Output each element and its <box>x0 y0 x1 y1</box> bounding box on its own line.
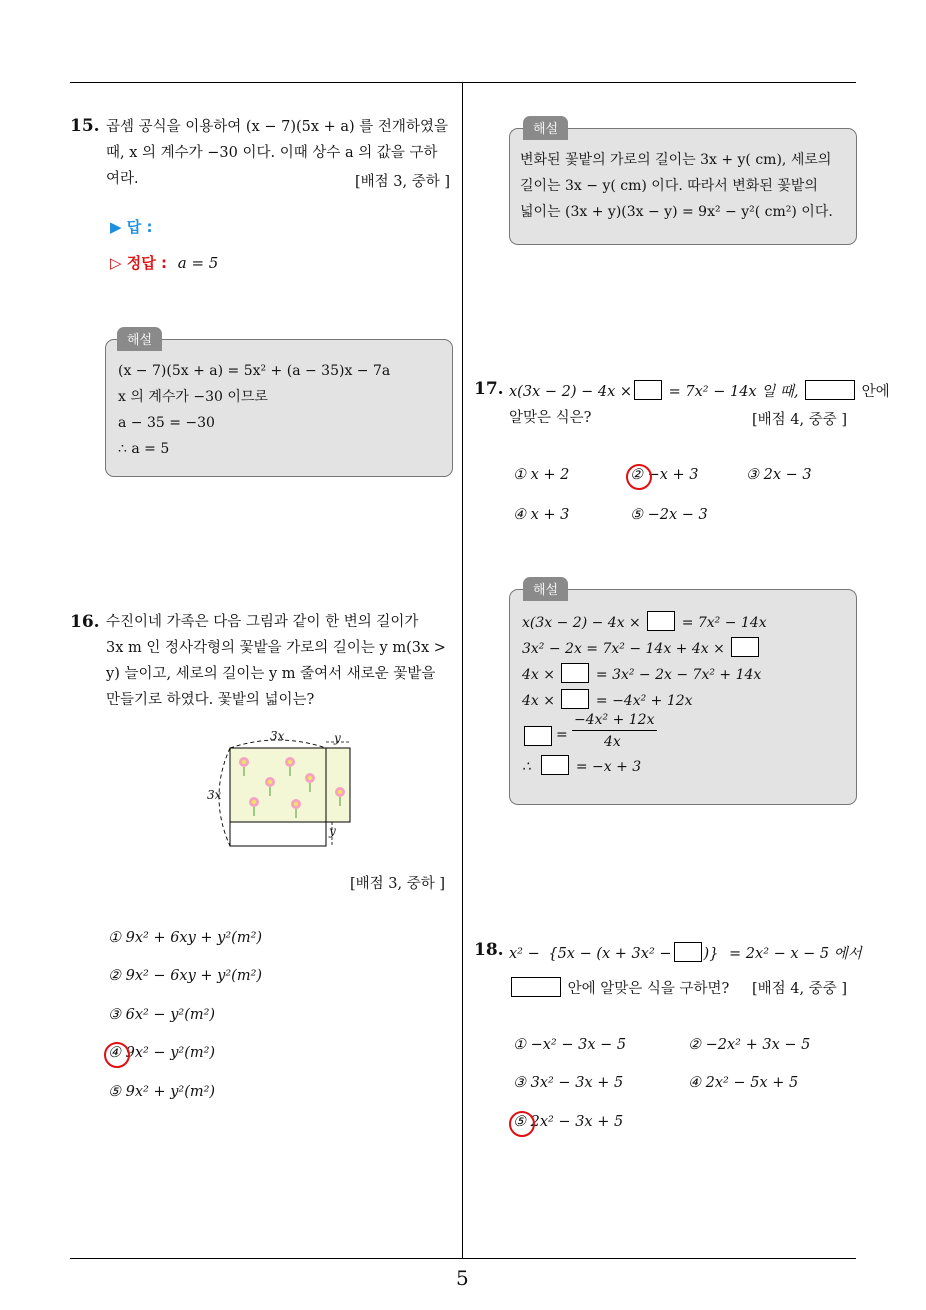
option-1[interactable]: ① x + 2 <box>513 467 570 483</box>
question-number: 17. <box>474 379 504 399</box>
explain-line-fraction: = −4x² + 12x 4x <box>522 714 767 754</box>
question-number: 18. <box>474 940 504 960</box>
text-line: 3x m 인 정사각형의 꽃밭을 가로의 길이는 y m(3x > <box>106 640 446 656</box>
explain-line: (x − 7)(5x + a) = 5x² + (a − 35)x − 7a <box>118 363 391 379</box>
blank-box <box>511 977 561 997</box>
text-segment: = 2x² − x − 5 에서 <box>729 946 862 962</box>
answer-label: ▶ 답 : <box>110 218 153 236</box>
option-2[interactable]: ② 9x² − 6xy + y²(m²) <box>108 968 263 984</box>
explain-line: 4x × = 3x² − 2x − 7x² + 14x <box>522 662 767 688</box>
explain-line: 4x × = −4x² + 12x <box>522 688 767 714</box>
question-text <box>106 609 456 713</box>
explain-line: x(3x − 2) − 4x × = 7x² − 14x <box>522 610 767 636</box>
text-line: 알맞은 식은? <box>509 410 592 426</box>
blank-box <box>674 942 702 962</box>
explain-line: 넓이는 (3x + y)(3x − y) = 9x² − y²( cm²) 이다. <box>520 204 833 220</box>
selected-answer-mark <box>104 1042 130 1068</box>
correct-answer-row <box>110 252 218 273</box>
explain-line: 3x² − 2x = 7x² − 14x + 4x × <box>522 636 767 662</box>
explain-line: 변화된 꽃밭의 가로의 길이는 3x + y( cm), 세로의 <box>520 152 832 168</box>
explain-line: a − 35 = −30 <box>118 415 215 431</box>
explanation-text <box>118 358 390 462</box>
text-segment: = 7x² − 14x 일 때, <box>668 384 799 400</box>
explain-line: ∴ a = 5 <box>118 441 170 457</box>
text-line: 만들기로 하였다. 꽃밭의 넓이는? <box>106 692 315 708</box>
bottom-rule <box>70 1258 856 1259</box>
score-label: [배점 4, 중중 ] <box>752 412 848 428</box>
question-text <box>509 976 729 1002</box>
column-divider <box>462 82 463 1258</box>
question-number: 16. <box>70 612 100 632</box>
text-segment: x² − <box>509 946 540 962</box>
option-1[interactable]: ① 9x² + 6xy + y²(m²) <box>108 930 263 946</box>
question-text <box>509 941 862 967</box>
option-2[interactable]: ② −2x² + 3x − 5 <box>688 1037 811 1053</box>
option-4[interactable]: ④ 9x² − y²(m²) <box>108 1045 216 1061</box>
option-3[interactable]: ③ 3x² − 3x + 5 <box>513 1075 624 1091</box>
text-line: 곱셈 공식을 이용하여 (x − 7)(5x + a) 를 전개하였을 <box>106 119 448 135</box>
explanation-tag: 해설 <box>523 577 568 601</box>
option-5[interactable]: ⑤ −2x − 3 <box>630 507 708 523</box>
question-number: 15. <box>70 116 100 136</box>
top-rule <box>70 82 856 83</box>
correct-value: a = 5 <box>177 254 219 272</box>
option-2[interactable]: ② −x + 3 <box>630 467 699 483</box>
explanation-text <box>522 610 767 780</box>
text-line: 여라. <box>106 171 139 187</box>
option-3[interactable]: ③ 2x − 3 <box>746 467 812 483</box>
explanation-text <box>520 147 833 225</box>
explanation-tag: 해설 <box>523 116 568 140</box>
text-segment: )} <box>703 946 719 962</box>
text-segment: 안에 알맞은 식을 구하면? <box>567 981 730 997</box>
text-line: 때, x 의 계수가 −30 이다. 이때 상수 a 의 값을 구하 <box>106 145 438 161</box>
text-segment: 안에 <box>861 384 890 400</box>
score-label: [배점 3, 중하 ] <box>350 876 446 892</box>
explanation-tag: 해설 <box>117 327 162 351</box>
figure-label-y-top: y <box>334 731 341 745</box>
option-5[interactable]: ⑤ 9x² + y²(m²) <box>108 1084 216 1100</box>
blank-box <box>634 380 662 400</box>
score-label: [배점 4, 중중 ] <box>752 981 848 997</box>
page-number: 5 <box>456 1266 469 1290</box>
blank-box <box>805 380 855 400</box>
explain-line: ∴ = −x + 3 <box>522 754 767 780</box>
score-label: [배점 3, 중하 ] <box>355 174 451 190</box>
figure-label-left: 3x <box>207 788 222 802</box>
explain-line: 길이는 3x − y( cm) 이다. 따라서 변화된 꽃밭의 <box>520 178 818 194</box>
correct-label: ▷ 정답 : <box>110 254 167 272</box>
option-4[interactable]: ④ 2x² − 5x + 5 <box>688 1075 799 1091</box>
figure-label-top: 3x <box>270 729 285 743</box>
option-3[interactable]: ③ 6x² − y²(m²) <box>108 1007 216 1023</box>
text-segment: {5x − (x + 3x² − <box>548 946 672 962</box>
text-line: 수진이네 가족은 다음 그림과 같이 한 변의 길이가 <box>106 614 419 630</box>
option-4[interactable]: ④ x + 3 <box>513 507 570 523</box>
text-segment: x(3x − 2) − 4x × <box>509 384 633 400</box>
explain-line: x 의 계수가 −30 이므로 <box>118 389 268 405</box>
text-line: y) 늘이고, 세로의 길이는 y m 줄여서 새로운 꽃밭을 <box>106 666 436 682</box>
option-1[interactable]: ① −x² − 3x − 5 <box>513 1037 627 1053</box>
figure-label-y-right: y <box>329 824 336 838</box>
selected-answer-mark <box>626 464 652 490</box>
answer-row <box>110 216 152 237</box>
option-5[interactable]: ⑤ 2x² − 3x + 5 <box>513 1114 624 1130</box>
selected-answer-mark <box>509 1111 535 1137</box>
